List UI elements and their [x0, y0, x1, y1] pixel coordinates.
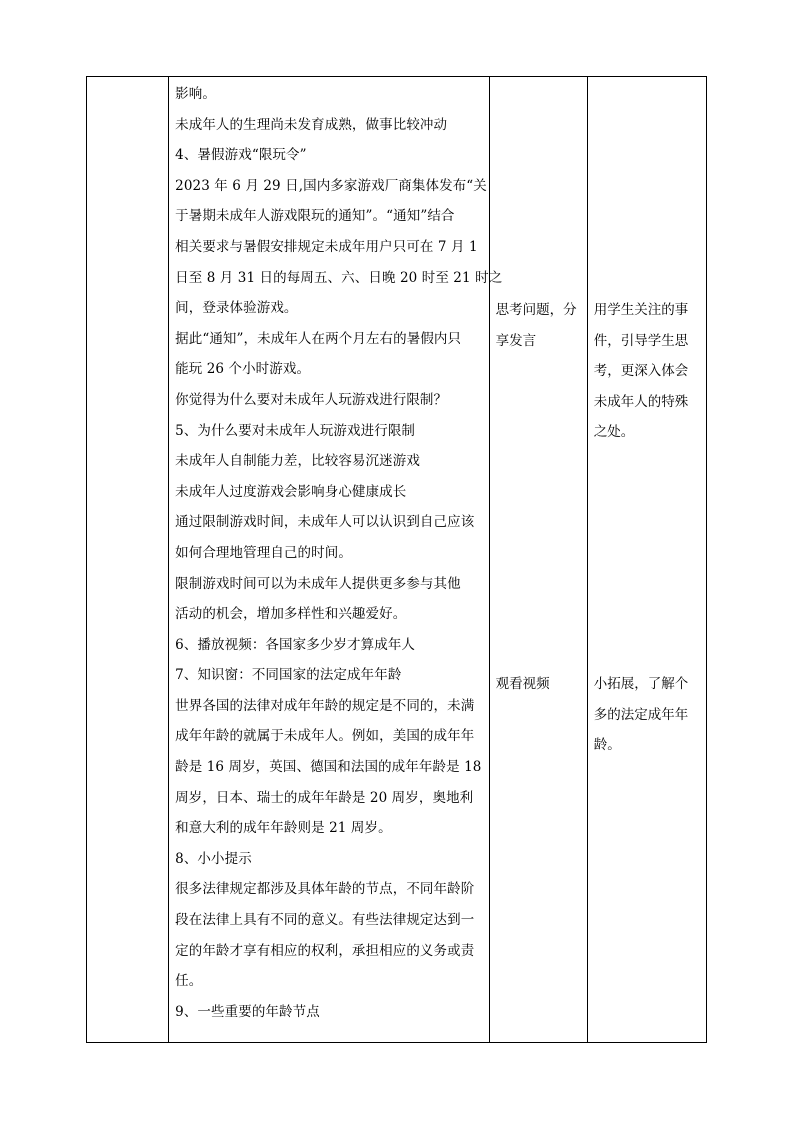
content-line: 据此“通知”，未成年人在两个月左右的暑假内只: [175, 330, 462, 347]
content-line: 周岁，日本、瑞士的成年年龄是 20 周岁，奥地利: [175, 789, 474, 806]
content-line: 9、一些重要的年龄节点: [175, 1003, 320, 1020]
content-line: 很多法律规定都涉及具体年龄的节点，不同年龄阶: [175, 881, 475, 898]
teaching-content: [169, 77, 503, 1027]
content-line: 段在法律上具有不同的意义。有些法律规定达到一: [175, 912, 475, 929]
purpose-line: 之处。: [593, 424, 635, 441]
table-row: [87, 77, 707, 1043]
content-line: 定的年龄才享有相应的权利，承担相应的义务或责: [175, 942, 475, 959]
section-cell: [87, 77, 169, 1043]
content-line: 于暑期未成年人游戏限玩的通知”。“通知”结合: [175, 208, 455, 225]
content-line: 限制游戏时间可以为未成年人提供更多参与其他: [175, 575, 461, 592]
content-line: 活动的机会，增加多样性和兴趣爱好。: [175, 606, 407, 623]
content-line: 未成年人过度游戏会影响身心健康成长: [175, 483, 407, 500]
lesson-plan-table: [86, 76, 707, 1043]
student-activity-cell: [489, 77, 587, 1043]
content-line: 间，登录体验游戏。: [175, 300, 298, 317]
student-activity-block: [496, 295, 583, 356]
design-purpose-block: [594, 295, 702, 448]
activity-line: 享发言: [495, 332, 537, 349]
design-purpose-block: [594, 669, 702, 761]
content-line: 世界各国的法律对成年年龄的规定是不同的，未满: [175, 697, 475, 714]
content-line: 和意大利的成年年龄则是 21 周岁。: [175, 820, 392, 837]
content-line: 6、播放视频：各国家多少岁才算成年人: [175, 636, 416, 653]
content-line: 成年年龄的就属于未成年人。例如，美国的成年年: [175, 728, 475, 745]
content-line: 日至 8 月 31 日的每周五、六、日晚 20 时至 21 时之: [175, 269, 503, 286]
content-line: 7、知识窗：不同国家的法定成年年龄: [175, 667, 402, 684]
activity-line: 观看视频: [495, 676, 550, 692]
purpose-line: 用学生关注的事: [593, 302, 689, 318]
activity-line: 思考问题，分: [495, 302, 577, 318]
purpose-line: 多的法定成年年: [593, 706, 689, 723]
content-line: 龄是 16 周岁，英国、德国和法国的成年年龄是 18: [175, 759, 482, 776]
purpose-line: 龄。: [593, 737, 621, 754]
purpose-line: 小拓展，了解个: [593, 676, 689, 692]
content-line: 2023 年 6 月 29 日,国内多家游戏厂商集体发布“关: [175, 177, 487, 194]
content-line: 任。: [175, 973, 203, 990]
content-line: 能玩 26 个小时游戏。: [175, 361, 311, 378]
purpose-line: 考，更深入体会: [593, 363, 689, 380]
content-line: 你觉得为什么要对未成年人玩游戏进行限制？: [175, 391, 448, 408]
content-line: 相关要求与暑假安排规定未成年用户只可在 7 月 1: [175, 238, 478, 255]
content-line: 如何合理地管理自己的时间。: [175, 544, 352, 561]
student-activity-block: [496, 669, 583, 700]
content-line: 5、为什么要对未成年人玩游戏进行限制: [175, 422, 416, 439]
content-line: 未成年人的生理尚未发育成熟，做事比较冲动: [175, 116, 448, 133]
design-purpose-cell: [587, 77, 706, 1043]
content-line: 影响。: [175, 86, 216, 102]
teaching-content-cell: [169, 77, 503, 1043]
content-line: 8、小小提示: [175, 850, 252, 867]
content-line: 通过限制游戏时间，未成年人可以认识到自己应该: [175, 514, 475, 531]
purpose-line: 未成年人的特殊: [593, 393, 689, 410]
content-line: 未成年人自制能力差，比较容易沉迷游戏: [175, 453, 420, 470]
purpose-line: 件，引导学生思: [593, 332, 689, 349]
content-line: 4、暑假游戏“限玩令”: [175, 147, 307, 164]
